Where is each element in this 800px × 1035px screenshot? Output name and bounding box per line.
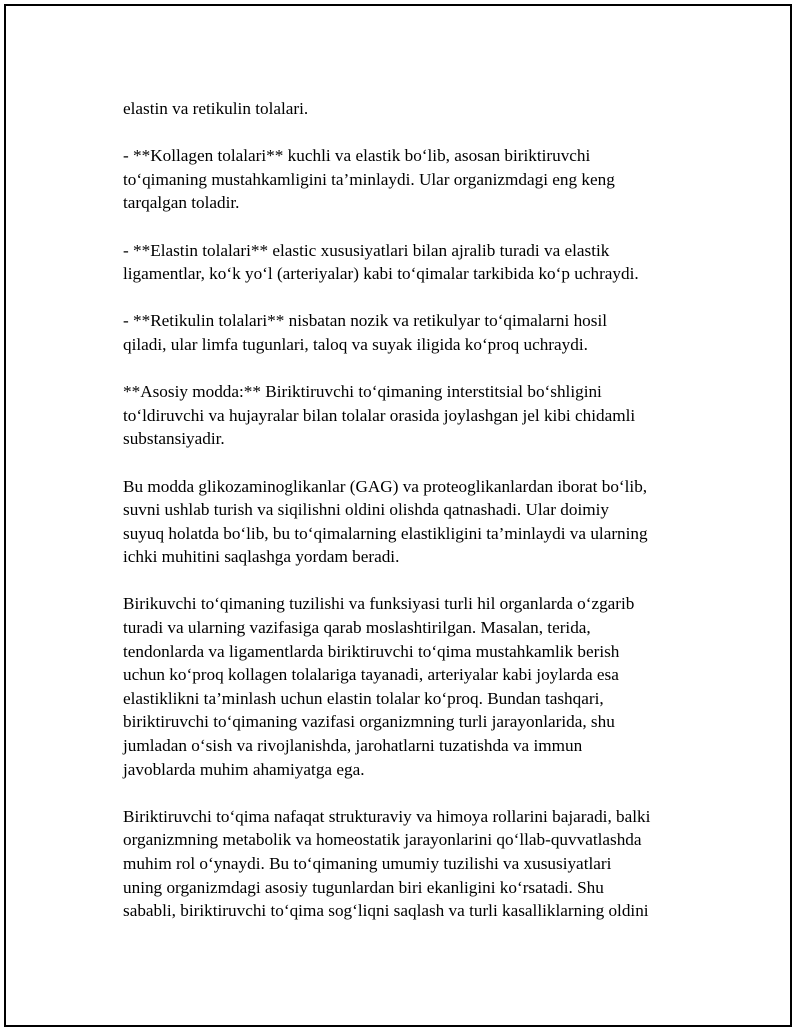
paragraph-metabolik	[123, 805, 698, 923]
text-line: muhim rol o‘ynaydi. Bu to‘qimaning umumiy tuzilishi va xususiyatlari	[123, 854, 612, 873]
text-line: - **Elastin tolalari** elastic xususiyatlari bilan ajralib turadi va elastik	[123, 240, 610, 260]
text-line: substansiyadir.	[123, 429, 225, 449]
document-body	[123, 97, 698, 946]
text-line: qiladi, ular limfa tugunlari, taloq va suyak iligida ko‘proq uchraydi.	[123, 334, 588, 354]
text-line: - **Retikulin tolalari** nisbatan nozik va retikulyar to‘qimalarni hosil	[123, 311, 608, 331]
text-line: tarqalgan toladir.	[123, 193, 240, 213]
paragraph-tuzilishi	[123, 592, 698, 781]
paragraph-elastin	[123, 239, 698, 286]
text-line: Birikuvchi to‘qimaning tuzilishi va funksiyasi turli hil organlarda o‘zgarib	[123, 594, 635, 614]
text-line: elastin va retikulin tolalari.	[123, 99, 309, 118]
text-line: to‘qimaning mustahkamligini ta’minlaydi. Ular organizmdagi eng keng	[123, 169, 615, 189]
text-line: elastiklikni ta’minlash uchun elastin tolalar ko‘proq. Bundan tashqari,	[123, 688, 604, 708]
text-line: uchun ko‘proq kollagen tolalariga tayanadi, arteriyalar kabi joylarda esa	[123, 665, 619, 685]
paragraph-gag	[123, 475, 698, 569]
text-line: biriktiruvchi to‘qimaning vazifasi organizmning turli jarayonlarida, shu	[123, 712, 615, 732]
text-line: uning organizmdagi asosiy tugunlardan biri ekanligini ko‘rsatadi. Shu	[123, 877, 604, 897]
text-line: - **Kollagen tolalari** kuchli va elastik bo‘lib, asosan biriktiruvchi	[123, 146, 591, 166]
text-line: turadi va ularning vazifasiga qarab moslashtirilgan. Masalan, terida,	[123, 618, 591, 638]
text-line: ligamentlar, ko‘k yo‘l (arteriyalar) kabi to‘qimalar tarkibida ko‘p uchraydi.	[123, 264, 639, 284]
text-line: organizmning metabolik va homeostatik jarayonlarini qo‘llab-quvvatlashda	[123, 830, 642, 850]
text-line: ichki muhitini saqlashga yordam beradi.	[123, 547, 400, 567]
text-line: Biriktiruvchi to‘qima nafaqat strukturaviy va himoya rollarini bajaradi, balki	[123, 806, 651, 826]
text-line: suvni ushlab turish va siqilishni oldini olishda qatnashadi. Ular doimiy	[123, 500, 609, 520]
paragraph-asosiy-modda	[123, 380, 698, 451]
paragraph-retikulin	[123, 309, 698, 356]
text-line: **Asosiy modda:** Biriktiruvchi to‘qimaning interstitsial bo‘shligini	[123, 382, 602, 402]
text-line: Bu modda glikozaminoglikanlar (GAG) va proteoglikanlardan iborat bo‘lib,	[123, 476, 648, 496]
text-line: sababli, biriktiruvchi to‘qima sog‘liqni saqlash va turli kasalliklarning oldini	[123, 901, 649, 921]
text-line: suyuq holatda bo‘lib, bu to‘qimalarning elastikligini ta’minlaydi va ularning	[123, 523, 648, 543]
text-line: to‘ldiruvchi va hujayralar bilan tolalar orasida joylashgan jel kibi chidamli	[123, 405, 636, 425]
text-line: jumladan o‘sish va rivojlanishda, jarohatlarni tuzatishda va immun	[123, 736, 583, 756]
paragraph-1	[123, 97, 698, 121]
page-frame	[4, 4, 792, 1027]
text-line: javoblarda muhim ahamiyatga ega.	[123, 759, 365, 779]
paragraph-kollagen	[123, 144, 698, 215]
text-line: tendonlarda va ligamentlarda biriktiruvchi to‘qima mustahkamlik berish	[123, 641, 620, 661]
